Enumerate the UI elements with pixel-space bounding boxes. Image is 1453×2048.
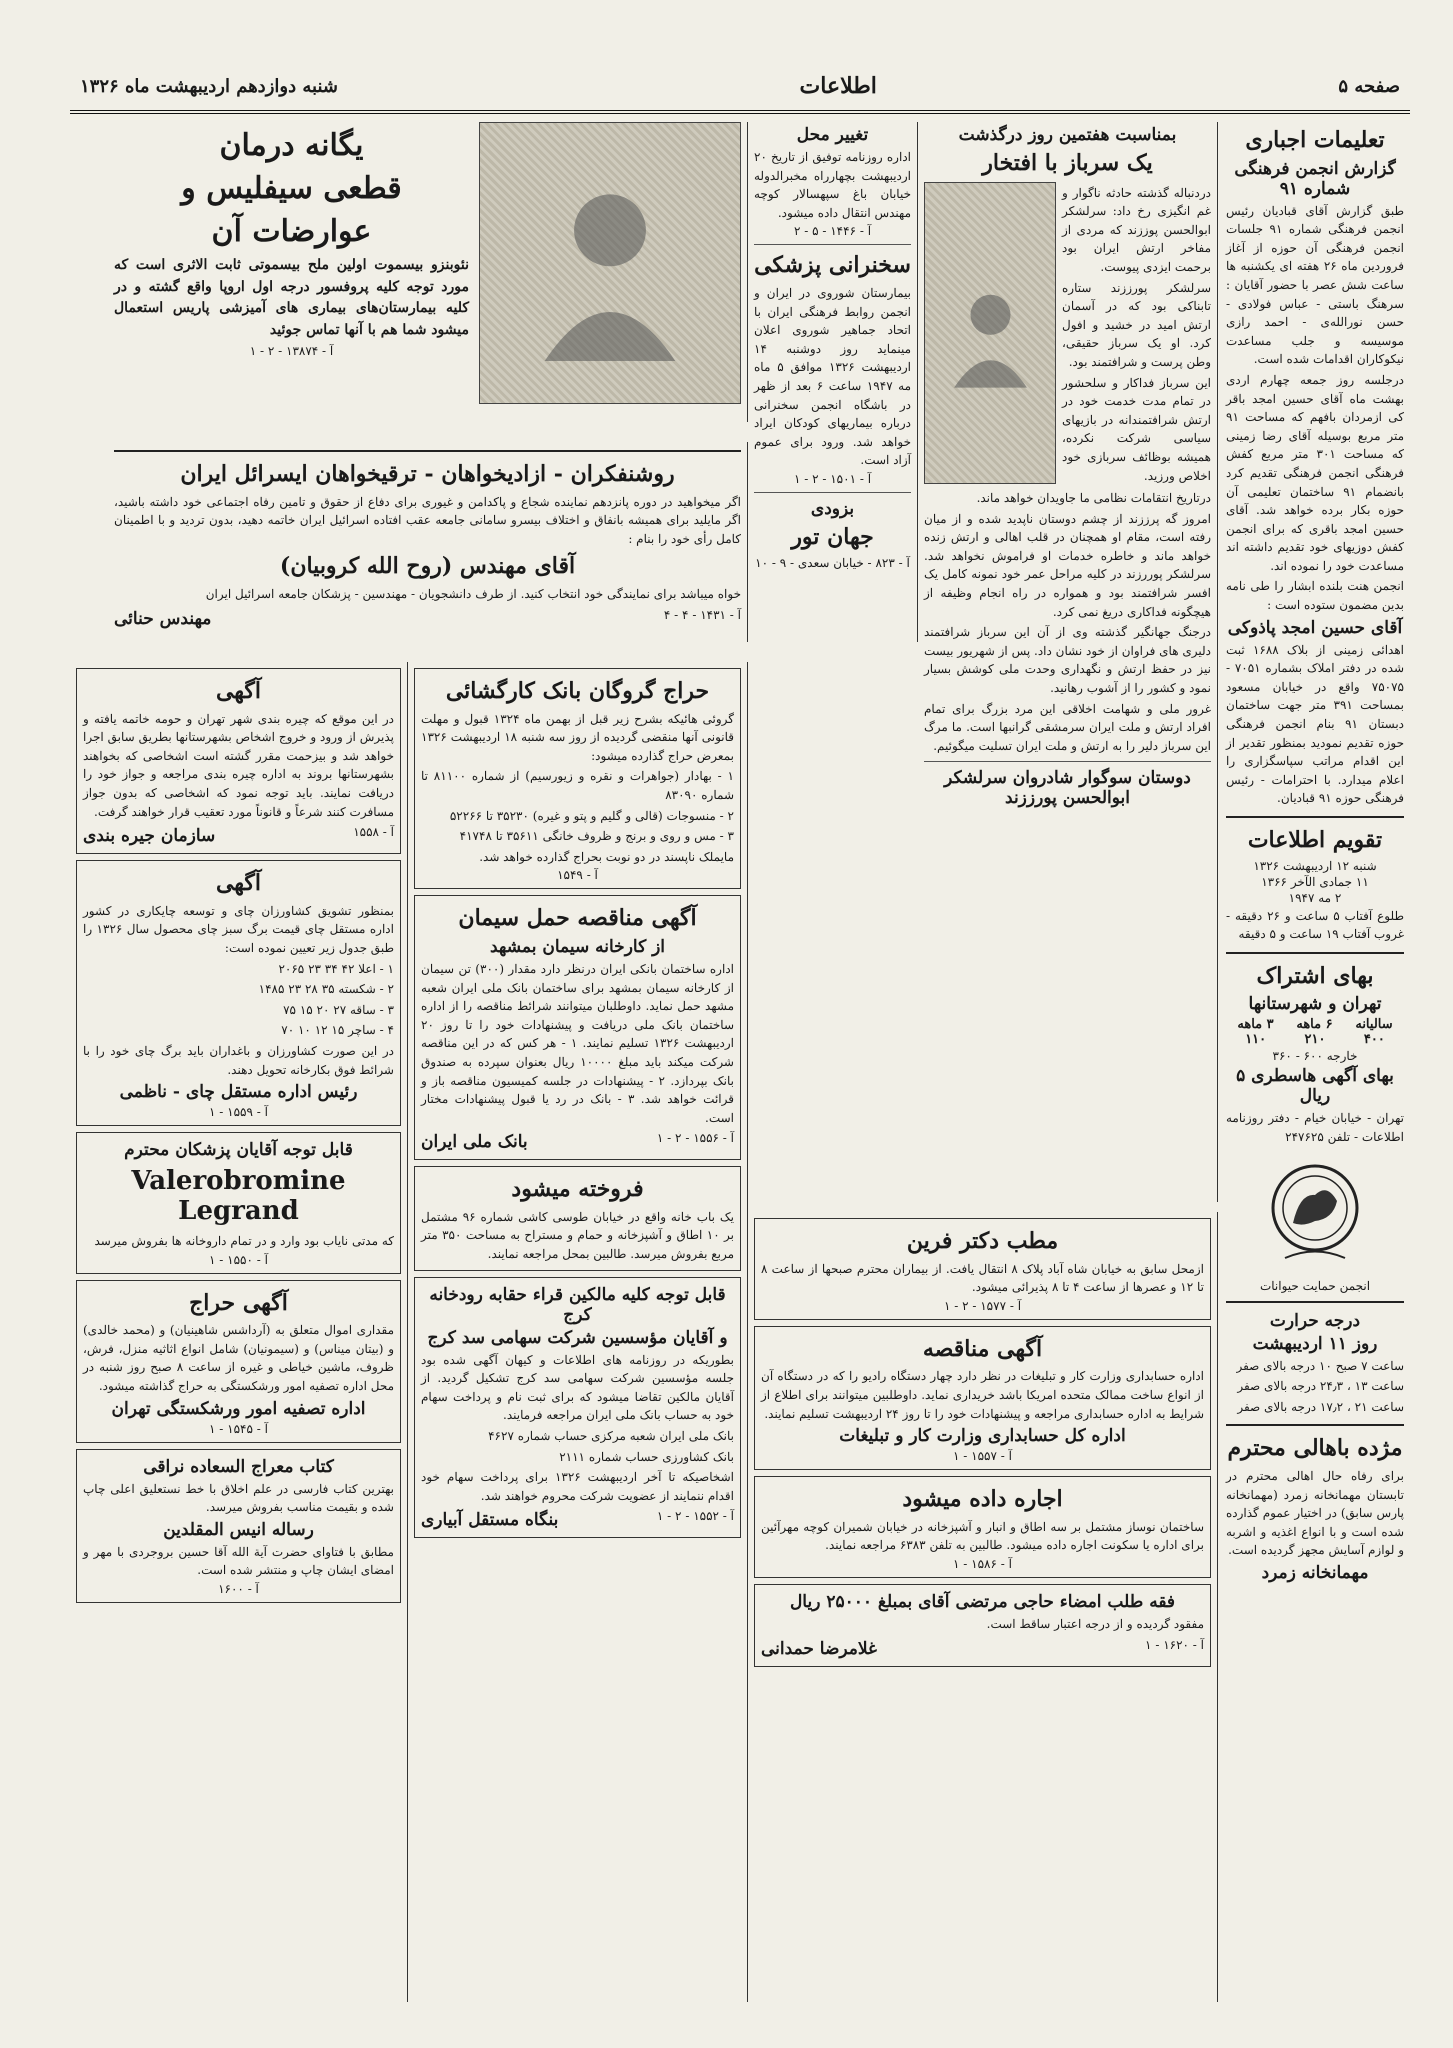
temperature-line: ساعت ۷ صبح ۱۰ درجه بالای صفر — [1236, 1358, 1404, 1373]
ad-row: ۳ - مس و روی و برنج و ظروف خانگی ۳۵۶۱۱ تا ۴۱۷۴۸ — [459, 829, 734, 844]
column-1 — [1220, 122, 1410, 1586]
ad-body: مقداری اموال متعلق به (آرداشس شاهینیان) و (محمد خالدی) و (بیتان میناس) و (سیمونیان) شامل انواع اثاثیه منزل، فرش، ظروف، ماشین خیاطی و غیره از ساعت ۸ صبح روز شنبه در محل اداره تصفیه امور ورشکستگی به حراج گذاشته میشود. — [83, 1323, 394, 1394]
article-body: غرور ملی و شهامت اخلاقی این مرد بزرگ برای تمام افراد ارتش و ملت ایران سرمشقی گرانبها است. ما مرگ این سرباز دلیر را به ارتش و ملت ایران تسلیت میگوئیم. — [924, 701, 1211, 753]
ad-title: یگانه درمان — [219, 128, 364, 163]
calendar-title: تقویم اطلاعات — [1247, 827, 1383, 853]
ad-row: ۱ - بهادار (جواهرات و نقره و زیورسیم) از شماره ۸۱۱۰۰ تا شماره ۸۳۰۹۰ — [421, 769, 734, 802]
ad-code: آ - ۱۵۵۶ - ۲ - ۱ — [656, 1131, 734, 1146]
subscription-title: بهای اشتراک — [1256, 962, 1374, 989]
ad-signature: بانک ملی ایران — [421, 1132, 528, 1153]
article-body: انجمن هنت بلنده ابشار را طی نامه بدین مضمون ستوده است : — [1226, 579, 1404, 613]
ad-row: ۱ - اعلا ۴۲ ۳۴ ۲۳ ۲۰۶۵ — [278, 961, 394, 976]
ad-code: آ - ۱۵۷۷ - ۲ - ۱ — [943, 1298, 1022, 1313]
ad-row: ۲ - شکسته ۳۵ ۲۸ ۲۳ ۱۴۸۵ — [258, 982, 394, 997]
ad-code: آ - ۱۵۵۹ - ۱ — [209, 1105, 268, 1120]
ad-body: ساختمان نوساز مشتمل بر سه اطاق و انبار و آشپزخانه در خیابان شمیران کوچه مهرآئین برای اداره یا سکونت اجاره داده میشود. طالبین به تلفن ۶۳۸۳ مراجعه نمایند. — [761, 1519, 1204, 1553]
ad-title: قطعی سیفلیس و — [181, 171, 402, 206]
calendar-line: شنبه ۱۲ اردیبهشت ۱۳۲۶ — [1253, 858, 1377, 873]
ad-body: اشخاصیکه تا آخر اردیبهشت ۱۳۲۶ برای پرداخت سهام خود اقدام ننمایند از عضویت شرکت محروم خواهند شد. — [421, 1470, 734, 1503]
ad-body: برای رفاه حال اهالی محترم در تابستان مهمانخانه زمرد (مهمانخانه پارس سابق) در اختیار عموم گذارده شده است و با انواع اغذیه و اشربه و لوازم آسایش مجهز گردیده است. — [1226, 1468, 1404, 1558]
article-body: سرلشکر پورززند ستاره تابناکی بود که در آسمان ارتش امید در خشید و افول کرد. او یک سرباز حقیقی، وطن پرست و شرافتمند بود. — [1062, 280, 1211, 369]
temperature-line: ساعت ۱۳ ، ۲۴٫۳ درجه بالای صفر — [1237, 1379, 1404, 1394]
general-portrait-photo — [924, 182, 1056, 484]
ad-subtitle: رساله انیس المقلدین — [163, 1519, 314, 1540]
ad-body: بهترین کتاب فارسی در علم اخلاق با خط نستعلیق اعلی چاپ شده و بقیمت مناسب بفروش میرسد. — [83, 1481, 394, 1515]
ad-title: آگهی — [215, 678, 262, 704]
ad-title: قابل توجه کلیه مالکین قراء حقابه رودخانه کرج — [429, 1284, 726, 1325]
donor-name: آقای حسین امجد پاذوکی — [1227, 617, 1403, 638]
ad-title: اجاره داده میشود — [902, 1486, 1063, 1513]
page-number: صفحه ۵ — [1338, 75, 1400, 97]
article-body: اهدائی زمینی از بلاک ۱۶۸۸ ثبت شده در دفتر املاک بشماره ۷۰۵۱ - ۷۵۰۷۵ واقع در خیابان مسعود بمساحت ۳۹۱ متر جهت ساختمان دبستان ۹۱ بنام انجمن فرهنگی حوزه تقدیم نمودید بمنظور تقدیر از این اقدام مراتب سپاسگزاری را اعلام میدارد. با احترامات - رئیس فرهنگی حوزه ۹۱ قبادیان. — [1226, 642, 1405, 806]
ad-code: آ - ۱۴۳۱ - ۴ - ۴ — [663, 607, 741, 622]
ad-title: قابل توجه آقایان پزشکان محترم — [124, 1140, 353, 1161]
ad-body: بطوریکه در روزنامه های اطلاعات و کیهان آگهی شده بود جلسه مؤسسین شرکت سهامی سد کرج تشکیل گردید. از آقایان مالکین تقاضا میشود که برای ثبت نام و پرداخت سهام خود به حساب بانک ملی ایران مراجعه فرمایند. — [421, 1352, 734, 1423]
period-price: ۴۰۰ — [1363, 1032, 1385, 1048]
emblem-caption: انجمن حمایت حیوانات — [1259, 1278, 1371, 1293]
address: تهران - خیابان خیام - دفتر روزنامه اطلاعات - تلفن ۲۴۷۶۲۵ — [1226, 1111, 1404, 1144]
ad-code: آ - ۸۲۳ - خیابان سعدی - ۹ - ۱۰ — [755, 555, 910, 570]
ad-code: آ - ۱۳۸۷۴ - ۲ - ۱ — [249, 343, 334, 358]
ad-title: آگهی حراج — [189, 1289, 288, 1316]
ad-code: آ - ۱۵۵۷ - ۱ — [953, 1449, 1012, 1464]
ad-signature: رئیس اداره مستقل چای - ناظمی — [119, 1082, 358, 1103]
calendar-line: ۲ مه ۱۹۴۷ — [1288, 890, 1342, 905]
ad-title: روشنفکران - ازادیخواهان - ترقیخواهان ایسرائل ایران — [180, 461, 675, 487]
animal-society-emblem-icon — [1255, 1153, 1375, 1273]
temperature-title: درجه حرارت — [1269, 1310, 1361, 1331]
ad-body: بمنظور تشویق کشاورزان چای و توسعه چایکاری در کشور اداره مستقل چای قیمت برگ سبز چای محصول سال ۱۳۲۶ را طبق جدول زیر تعیین نموده است: — [83, 903, 394, 955]
ad-signature: اداره تصفیه امور ورشکستگی تهران — [111, 1398, 366, 1419]
ad-code: آ - ۱۵۸۶ - ۱ — [953, 1556, 1012, 1571]
notice-body: اداره روزنامه توفیق از تاریخ ۲۰ اردیبهشت بچهارراه مخبرالدوله خیابان باغ سپهسالار کوچه مهندس انتقال داده میشود. — [754, 150, 911, 220]
ad-title: فروخته میشود — [511, 1176, 644, 1203]
ad-signature: مهمانخانه زمرد — [1261, 1562, 1369, 1583]
ad-body: یک باب خانه واقع در خیابان طوسی کاشی شماره ۹۶ مشتمل بر ۱۰ اطاق و آشپزخانه و حمام و مستراح به مساحت ۳۵۰ متر مربع بفروش میرسد. طالبین بمحل مراجعه نمایند. — [421, 1209, 734, 1262]
issue-date: شنبه دوازدهم اردیبهشت ماه ۱۳۲۶ — [80, 75, 338, 97]
ad-code: آ - ۱۵۵۲ - ۲ - ۱ — [656, 1509, 734, 1524]
ad-signature: سازمان جیره بندی — [83, 826, 216, 847]
tour-name: جهان تور — [791, 523, 874, 550]
ad-code: آ - ۱۵۰۱ - ۲ - ۱ — [793, 471, 872, 486]
column-2-ads — [748, 1212, 1218, 2002]
column-2 — [918, 122, 1218, 1202]
article-subtitle: گزارش انجمن فرهنگی شماره ۹۱ — [1234, 158, 1396, 199]
ad-row: ۴ - ساچر ۱۵ ۱۲ ۱۰ ۷۰ — [281, 1023, 394, 1038]
ad-subtitle: و آقایان مؤسسین شرکت سهامی سد کرج — [427, 1327, 728, 1348]
doctor-portrait-photo — [479, 122, 741, 404]
article-body: امروز گه پرززند از چشم دوستان ناپدید شده و از میان رفته است، مقام او همچنان در قلب اهالی و ارتش زنده خواهد ماند و خاطره خدمات او فراموش نخواهد شد. سرلشکر پوررزند در کلیه مراحل عمر خود نمونه کامل یک افسر شرافتمند بود و همواره در راه انجام وظیفه از هیچگونه فداکاری دریغ نمی کرد. — [924, 511, 1211, 619]
ad-code: آ - ۱۵۵۰ - ۱ — [209, 1252, 268, 1267]
period-price: ۱۱۰ — [1245, 1032, 1267, 1048]
ad-title: آگهی مناقصه — [922, 1335, 1043, 1362]
ad-subtitle: از کارخانه سیمان بمشهد — [489, 936, 666, 957]
ad-title: آگهی مناقصه حمل سیمان — [458, 905, 697, 932]
ad-signature: بنگاه مستقل آبیاری — [421, 1510, 559, 1531]
temperature-subtitle: روز ۱۱ اردیبهشت — [1252, 1333, 1378, 1354]
ad-code: آ - ۱۶۲۰ - ۱ — [1145, 1637, 1204, 1652]
subscription-abroad: خارجه ۶۰۰ - ۳۶۰ — [1272, 1049, 1358, 1064]
column-6 — [70, 662, 408, 2002]
period-label: سالیانه — [1355, 1017, 1393, 1033]
ad-price: بهای آگهی هاسطری ۵ ریال — [1236, 1066, 1394, 1107]
subscription-prices — [1226, 1032, 1404, 1047]
article-signature: دوستان سوگوار شادروان سرلشکر ابوالحسن پورززند — [944, 768, 1191, 809]
ad-code: آ - ۱۵۵۸ — [353, 825, 394, 840]
ad-code: آ - ۱۵۴۵ - ۱ — [209, 1421, 268, 1436]
ad-body: مطابق با فتاوای حضرت آیة الله آقا حسین بروجردی با مهر و امضای ایشان چاپ و منتشر شده است. — [83, 1544, 394, 1578]
ad-body: در این موقع که چیره بندی شهر تهران و حومه خاتمه یافته و پذیرش از ورود و خروج اشخاص بشهرستانها بطریق سابق اجرا خواهد شد و بیزحمت مقرر گشته است اشخاصی که بخواهند بشهرستانها بروند به اداره چیره بندی مراجعه و جواز خود را دریافت نمایند. باید توجه نمود که اشخاصی که بدون جواز مسافرت کنند شرعاً و قانوناً مورد تعقیب قرار خواهند گرفت. — [83, 711, 394, 819]
period-label: ۳ ماهه — [1237, 1017, 1274, 1033]
ad-title: فقه طلب امضاء حاجی مرتضی آقای بمبلغ ۲۵۰۰۰ ریال — [789, 1591, 1176, 1612]
newspaper-page — [70, 62, 1410, 2002]
ad-body: اداره حسابداری وزارت کار و تبلیغات در نظر دارد چهار دستگاه رادیو را که در دستگاه آن از انواع ساخت ممالک متحده امریکا باشد خریداری نماید. داوطلبین میتوانند برای اطلاع از شرایط به اداره حسابداری مراجعه و پیشنهادات خود را تا روز ۲۴ اردیبهشت تسلیم نمایند. — [761, 1369, 1205, 1421]
ad-signature: غلامرضا حمدانی — [761, 1638, 877, 1659]
subscription-periods — [1226, 1017, 1404, 1032]
ad-body: نئوبنزو بیسموت اولین ملح بیسموتی ثابت الاثری است که مورد توجه کلیه پروفسور درجه اول اروپا واقع گشته و در کلیه بیمارستان‌های بیماری های آمیزشی پاریس استعمال میشود شما هم با آنها تماس جوئید — [114, 257, 469, 339]
ad-row: ۳ - ساقه ۲۷ ۲۰ ۱۵ ۷۵ — [283, 1002, 394, 1017]
period-price: ۲۱۰ — [1304, 1032, 1326, 1048]
brand-name: Valerobromine Legrand — [131, 1166, 346, 1227]
ad-title: مطب دکتر فرین — [906, 1228, 1059, 1254]
ad-body: در این صورت کشاورزان و باغداران باید برگ چای خود را با شرائط فوق بکارخانه تحویل دهند. — [83, 1043, 394, 1077]
article-body: درجلسه روز جمعه چهارم اردی بهشت ماه آقای حسین امجد باقر کی ازمردان بافهم که مساحت ۹۱ متر مربع بوسیله آقای رضا زمینی که مساحت ۳۰۱ متر مربع کفش فرهنگی انجمن فرهنگی تقدیم کرد بانضمام ۹۱ ساختمان تعلیمی آن حوزه بکار برده خواهد شد. آقای حسین امجد باقری که برای انجمن کفش دوزیهای خود تقدیم داشته اند مساعدت خود را نموده اند. — [1226, 372, 1404, 573]
ad-row: ۲ - منسوجات (قالی و گلیم و پتو و غیره) ۳۵۲۳۰ تا ۵۲۲۶۶ — [449, 808, 734, 823]
article-title: بمناسبت هفتمین روز درگذشت — [958, 125, 1177, 145]
ad-title: کتاب معراج السعاده نراقی — [143, 1456, 334, 1477]
temperature-line: ساعت ۲۱ ، ۱۷٫۲ درجه بالای صفر — [1237, 1399, 1404, 1414]
lecture-title: سخنرانی پزشکی — [754, 252, 911, 279]
article-body: دردنباله گذشته حادثه ناگوار و غم انگیزی رخ داد: سرلشکر ابوالحسن پوززند که مردی از مفاخر ارتش ایران بود برحمت ایزدی پیوست. — [1062, 185, 1211, 274]
calendar-line: طلوع آفتاب ۵ ساعت و ۲۶ دقیقه - غروب آفتاب ۱۹ ساعت و ۵ دقیقه — [1226, 908, 1404, 942]
column-5 — [408, 662, 748, 2002]
masthead — [70, 62, 1410, 114]
ad-signature: اداره کل حسابداری وزارت کار و تبلیغات — [839, 1426, 1126, 1447]
ad-body: خواه میباشد برای نمایندگی خود انتخاب کنید. از طرف دانشجویان - مهندسین - پزشکان جامعه اسرائیل ایران — [205, 586, 741, 601]
article-body: طبق گزارش آقای قبادیان رئیس انجمن فرهنگی شماره ۹۱ جلسات انجمن فرهنگی آن حوزه از آغاز فروردین ماه ۲۶ هفته ای یکشنبه ها ساعت شش عصر با حضور آقایان : سرهنگ باستی - عباس فولادی - حسن نورالله‌ی - احمد رازی موسیسه و جلب مساعدت نیکوکاران اقدامات شده است. — [1226, 203, 1404, 367]
column-4 — [108, 122, 748, 422]
newspaper-title: اطلاعات — [799, 73, 877, 99]
ad-title: مژده باهالی محترم — [1227, 1435, 1403, 1462]
article-body: درجنگ جهانگیر گذشته وی از آن این سرباز شرافتمند دلیری های فراوان از خود نشان داد. پس از شهریور بیست نیز در حفظ ارتش و نگهداری وحدت ملی کوشش بسیار نمود و کشور را از آشوب رهانید. — [924, 625, 1211, 696]
ad-code: آ - ۱۵۴۹ — [557, 868, 598, 883]
article-title: تعلیمات اجباری — [1245, 127, 1385, 153]
ad-body: مایملک ناپسند در دو نوبت بحراج گذارده خواهد شد. — [479, 849, 734, 864]
period-label: ۶ ماهه — [1296, 1017, 1333, 1033]
ad-body: اگر میخواهید در دوره پانزدهم نماینده شجاع و پاکدامن و غیوری برای دفاع از حقوق و تامین رفاه اجتماعی خود داشته باشید، اگر مایلید برای همیشه بانفاق و اختلاف بیسرو سامانی جامعه عقب افتاده اسرائیل ایران خاتمه دهید، بدون تردید و با اطمینان کامل رأی خود را بنام : — [114, 494, 741, 546]
article-body: درتاریخ انتقامات نظامی ما جاویدان خواهد ماند. — [976, 491, 1211, 506]
lecture-body: بیمارستان شوروی در ایران و انجمن روابط فرهنگی ایران با اتحاد جماهیر شوروی اعلان مینماید روز دوشنبه ۱۴ اردیبهشت ۱۳۲۶ موافق ۵ ماه مه ۱۹۴۷ ساعت ۶ بعد از ظهر در باشگاه انجمن سخنرانی درباره بیماریهای کودکان ایراد خواهد شد. ورود برای عموم آزاد است. — [754, 285, 911, 468]
ad-title: آگهی — [215, 870, 262, 897]
ad-signature: مهندس حنائی — [114, 608, 212, 629]
ad-row: بانک ملی ایران شعبه مرکزی حساب شماره ۴۶۲۷ — [488, 1429, 734, 1444]
candidate-name: آقای مهندس (روح الله کروبیان) — [279, 553, 576, 580]
ad-title: عوارضات آن — [211, 214, 372, 249]
ad-row: بانک کشاورزی حساب شماره ۲۱۱۱ — [559, 1449, 734, 1464]
ad-body: که مدتی نایاب بود وارد و در تمام داروخانه ها بفروش میرسد — [94, 1234, 394, 1249]
ad-body: مفقود گردیده و از درجه اعتبار ساقط است. — [986, 1616, 1204, 1631]
ad-title: حراج گروگان بانک کارگشائی — [445, 678, 710, 704]
ad-body: ازمحل سابق به خیابان شاه آباد پلاک ۸ انتقال یافت. از بیماران محترم صبحها از ساعت ۸ تا ۱۲ و عصرها از ساعت ۴ تا ۸ پذیرائی میشود. — [761, 1261, 1204, 1295]
article-body: این سرباز فداکار و سلحشور در تمام مدت خدمت خود در ارتش شرافتمندانه در بازیهای سیاسی شرکت نکرده، همیشه بوظائف سربازی خود اخلاص ورزید. — [1062, 375, 1211, 483]
election-ad — [108, 442, 748, 642]
tour-title: بزودی — [810, 498, 855, 519]
subscription-subtitle: تهران و شهرستانها — [1248, 994, 1382, 1015]
ad-body: اداره ساختمان بانکی ایران درنظر دارد مقدار (۳۰۰) تن سیمان از کارخانه سیمان بمشهد برای ساختمان بانک ملی ایران شعبه مشهد حمل نماید. داوطلبان میتوانند شرائط مناقصه را از اداره ساختمان بانک ملی دریافت و پیشنهادات خود را تا روز ۲۰ اردیبهشت ۱۳۲۶ تسلیم نمایند. ۱ - هر کس که در این مناقصه شرکت میکند باید مبلغ ۱۰۰۰۰ ریال بعنوان سپرده به صندوق بانک بپردازد. ۲ - پیشنهادات در جلسه کمیسیون مناقصه باز و قرائت خواهد شد. ۳ - بانک در رد یا قبول پیشنهادات مختار است. — [421, 961, 735, 1125]
calendar-line: ۱۱ جمادی الآخر ۱۳۶۶ — [1261, 874, 1369, 889]
article-headline: یک سرباز با افتخار — [982, 150, 1153, 176]
notice-title: تغییر محل — [796, 125, 869, 145]
ad-code: آ - ۱۴۴۶ - ۵ - ۲ — [793, 224, 872, 239]
ad-code: آ - ۱۶۰۰ — [218, 1582, 259, 1597]
ad-body: گروئی هائیکه بشرح زیر قبل از بهمن ماه ۱۳۲۴ قبول و مهلت قانونی آنها منقضی گردیده از روز سه شنبه ۱۸ اردیبهشت ۱۳۲۶ بمعرض حراج گذارده میشود: — [421, 711, 734, 763]
column-3 — [748, 122, 918, 642]
